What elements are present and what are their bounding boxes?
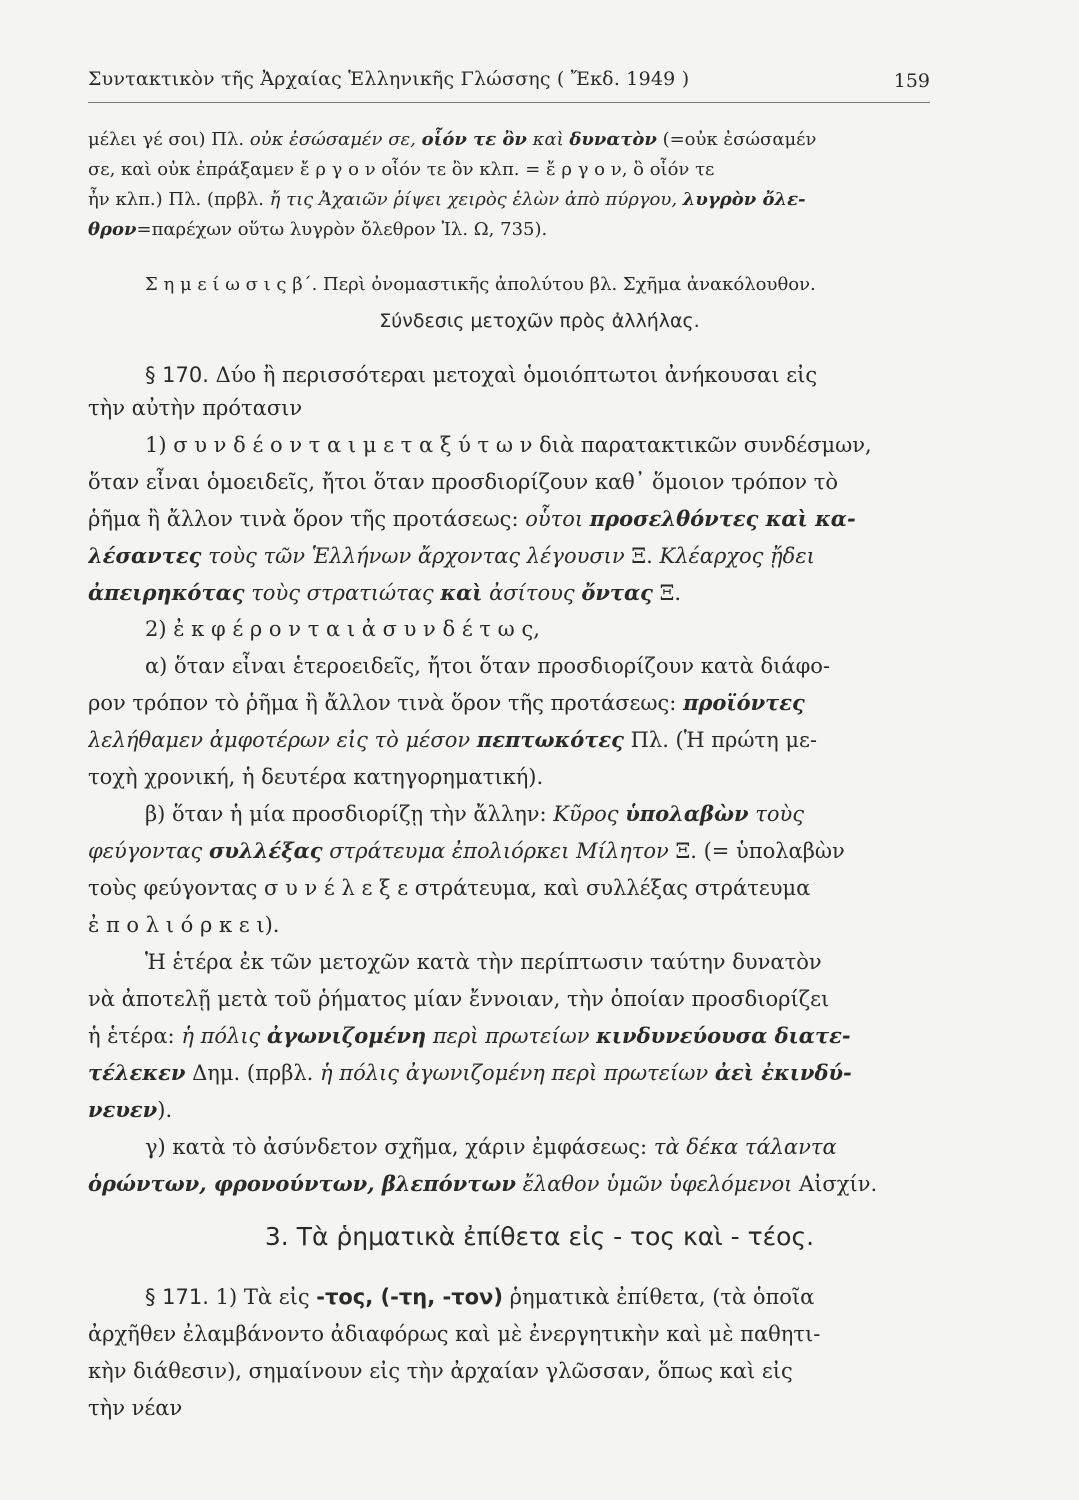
spaced-word: ἐ κ φ έ ρ ο ν τ α ι ἀ σ υ ν δ έ τ ω ς — [173, 617, 534, 641]
emphasized-text: λέσαντες — [88, 543, 202, 568]
text-line — [88, 215, 547, 245]
emphasized-text: προϊόντες — [683, 690, 805, 715]
spaced-word: σ υ ν έ λ ε ξ ε — [264, 876, 409, 900]
example-text: τοὺς — [748, 802, 805, 826]
emphasized-text: -τος, (-τη, -τον) — [316, 1285, 503, 1309]
example-text: οὐκ ἐσώσαμέν σε, — [249, 129, 422, 150]
text-line — [88, 1058, 852, 1088]
emphasized-text: συλλέξας — [208, 838, 323, 863]
spaced-word: ἔ ρ γ ο ν — [546, 159, 622, 180]
text-span: τοὺς φεύγοντας — [88, 876, 265, 900]
text-line — [88, 873, 810, 903]
text-span: Δύο ἢ περισσότεραι μετοχαὶ ὁμοιόπτωτοι ἀνήκουσαι εἰς — [208, 363, 818, 387]
text-span: 2) — [145, 617, 174, 641]
emphasized-text: τέλεκεν — [88, 1060, 186, 1085]
section-number: § 171. — [145, 1285, 209, 1309]
example-text: τοὺς τῶν Ἑλλήνων ἄρχοντας λέγουσιν — [201, 544, 625, 568]
emphasized-text: προσελθόντες καὶ κα- — [589, 506, 856, 531]
running-title: Συντακτικὸν τῆς Ἀρχαίας Ἑλληνικῆς Γλώσσης ( Ἔκδ. 1949 ) — [88, 68, 690, 90]
emphasized-text: ὑπολαβὼν — [625, 801, 749, 826]
text-line — [145, 1132, 837, 1162]
text-span: Πλ. (Ἡ πρώτη με- — [623, 728, 818, 752]
example-text: καὶ — [526, 129, 570, 150]
spaced-word: Σ η μ ε ί ω σ ι ς — [145, 274, 287, 295]
text-line — [88, 836, 845, 866]
text-span: ῥῆμα ἢ ἄλλον τινὰ ὅρον τῆς προτάσεως: — [88, 507, 526, 531]
text-span: μέλει γέ σοι) Πλ. — [88, 129, 250, 150]
text-span: Αἰσχίν. — [792, 1172, 878, 1196]
text-line — [145, 360, 817, 390]
emphasized-text: θρον — [88, 219, 137, 240]
text-span: σε, καὶ οὐκ ἐπράξαμεν — [88, 159, 300, 180]
text-span: ἦν κλπ.) Πλ. (πρβλ. — [88, 189, 270, 210]
emphasized-text: δυνατὸν — [569, 129, 657, 150]
example-text: ἡ πόλις ἀγωνιζομένη περὶ πρωτείων — [320, 1061, 715, 1085]
example-text: φεύγοντας — [88, 839, 209, 863]
text-line — [88, 578, 681, 608]
text-line: ἀρχῆθεν ἐλαμβάνοντο ἀδιαφόρως καὶ μὲ ἐνεργητικὴν καὶ μὲ παθητι- — [88, 1322, 821, 1346]
text-line — [88, 1021, 851, 1051]
text-span: 1) Τὰ εἰς — [208, 1285, 317, 1309]
text-line — [88, 910, 279, 940]
emphasized-text: νευεν — [88, 1097, 158, 1122]
text-span: διὰ παρατακτικῶν συνδέσμων, — [532, 433, 872, 457]
example-text: Κῦρος — [553, 802, 626, 826]
text-span: Ξ. — [652, 581, 682, 605]
section-number: § 170. — [145, 363, 209, 387]
text-span: Ξ. — [624, 544, 660, 568]
emphasized-text: κινδυνεύουσα διατε- — [596, 1023, 851, 1048]
running-header — [88, 62, 930, 103]
example-text: ἤ τις Ἀχαιῶν ῥίψει χειρὸς ἑλὼν ἀπὸ πύργου, — [269, 189, 683, 210]
text-span: ἡ ἑτέρα: — [88, 1024, 182, 1048]
text-line: τὴν αὐτὴν πρότασιν — [88, 396, 303, 420]
text-span: ῥηματικὰ ἐπίθετα, (τὰ ὁποῖα — [502, 1285, 815, 1309]
text-line: νὰ ἀποτελῇ μετὰ τοῦ ῥήματος μίαν ἔννοιαν, τὴν ὁποίαν προσδιορίζει — [88, 987, 830, 1011]
spaced-word: ἔ ρ γ ο ν — [299, 159, 376, 180]
subsection-heading: Σύνδεσις μετοχῶν πρὸς ἀλλήλας. — [379, 310, 700, 332]
example-text: στράτευμα ἐπολιόρκει Μίλητον — [322, 839, 669, 863]
example-text: τὰ δέκα τάλαντα — [653, 1135, 837, 1159]
text-span: β΄. Περὶ ὀνομαστικῆς ἀπολύτου βλ. Σχῆμα ἀνακόλουθον. — [286, 274, 816, 295]
text-span: γ) κατὰ τὸ ἀσύνδετον σχῆμα, χάριν ἐμφάσεως: — [145, 1135, 654, 1159]
text-line — [88, 1095, 172, 1125]
example-text: ἀσίτους — [482, 581, 582, 605]
text-line: τοχὴ χρονική, ἡ δευτέρα κατηγορηματική). — [88, 765, 544, 789]
text-span: ). — [157, 1098, 173, 1122]
example-text: λελήθαμεν ἀμφοτέρων εἰς τὸ μέσον — [88, 728, 477, 752]
emphasized-text: πεπτωκότες — [476, 727, 624, 752]
text-line — [88, 541, 815, 571]
text-line — [145, 270, 816, 300]
text-line: ὅταν εἶναι ὁμοειδεῖς, ἤτοι ὅταν προσδιορίζουν καθ᾽ ὅμοιον τρόπον τὸ — [88, 470, 838, 494]
text-line — [145, 799, 804, 829]
example-text: οὗτοι — [525, 507, 590, 531]
text-span: 1) — [145, 433, 174, 457]
text-line — [145, 1282, 814, 1312]
text-line — [88, 725, 817, 755]
example-text: τοὺς στρατιώτας — [244, 581, 441, 605]
text-line — [88, 688, 805, 718]
text-line: τὴν νέαν — [88, 1396, 183, 1420]
text-span: Ξ. (= ὑπολαβὼν — [668, 839, 845, 863]
text-span: , — [533, 617, 540, 641]
emphasized-text: οἷόν τε ὂν — [421, 129, 527, 150]
example-text: Κλέαρχος ᾔδει — [659, 544, 815, 568]
text-line — [88, 155, 714, 185]
spaced-word: σ υ ν δ έ ο ν τ α ι μ ε τ α ξ ύ τ ω ν — [173, 433, 533, 457]
text-line — [88, 125, 816, 155]
text-line — [88, 504, 856, 534]
section-heading: 3. Τὰ ῥηματικὰ ἐπίθετα εἰς - τος καὶ - τέος. — [264, 1222, 815, 1251]
text-span: ). — [264, 913, 280, 937]
text-line — [145, 430, 872, 460]
text-span: οἷόν τε ὂν κλπ. = — [375, 159, 547, 180]
emphasized-text: ὁρώντων, φρονούντων, βλεπόντων — [88, 1171, 516, 1196]
example-text: περὶ πρωτείων — [426, 1024, 597, 1048]
example-text: ἔλαθον ὑμῶν ὑφελόμενοι — [515, 1172, 793, 1196]
text-span: Δημ. (πρβλ. — [185, 1061, 321, 1085]
text-line: Ἡ ἑτέρα ἐκ τῶν μετοχῶν κατὰ τὴν περίπτωσιν ταύτην δυνατὸν — [145, 950, 822, 974]
text-line — [88, 1169, 877, 1199]
text-span: =παρέχων οὕτω λυγρὸν ὄλεθρον Ἰλ. Ω, 735). — [136, 219, 548, 240]
text-span: (=οὐκ ἐσώσαμέν — [656, 129, 817, 150]
text-line — [145, 614, 540, 644]
emphasized-text: λυγρὸν ὄλε- — [682, 189, 806, 210]
emphasized-text: ἀπειρηκότας — [88, 580, 245, 605]
emphasized-text: ἀεὶ ἐκινδύ- — [714, 1060, 852, 1085]
text-span: β) ὅταν ἡ μία προσδιορίζῃ τὴν ἄλλην: — [145, 802, 554, 826]
text-span: ρον τρόπον τὸ ῥῆμα ἢ ἄλλον τινὰ ὅρον τῆς προτάσεως: — [88, 691, 684, 715]
text-line — [88, 185, 806, 215]
page-number: 159 — [893, 70, 930, 92]
text-span: στράτευμα, καὶ συλλέξας στράτευμα — [408, 876, 811, 900]
text-span: , ὃ οἷόν τε — [621, 159, 715, 180]
text-line: κὴν διάθεσιν), σημαίνουν εἰς τὴν ἀρχαίαν γλῶσσαν, ὅπως καὶ εἰς — [88, 1359, 793, 1383]
spaced-word: ἐ π ο λ ι ό ρ κ ε ι — [88, 913, 265, 937]
example-text: ἡ πόλις — [181, 1024, 267, 1048]
text-line: α) ὅταν εἶναι ἑτεροειδεῖς, ἤτοι ὅταν προσδιορίζουν κατὰ διάφο- — [145, 654, 831, 678]
emphasized-text: ἀγωνιζομένη — [267, 1023, 427, 1048]
emphasized-text: καὶ — [440, 580, 483, 605]
emphasized-text: ὄντας — [581, 580, 653, 605]
